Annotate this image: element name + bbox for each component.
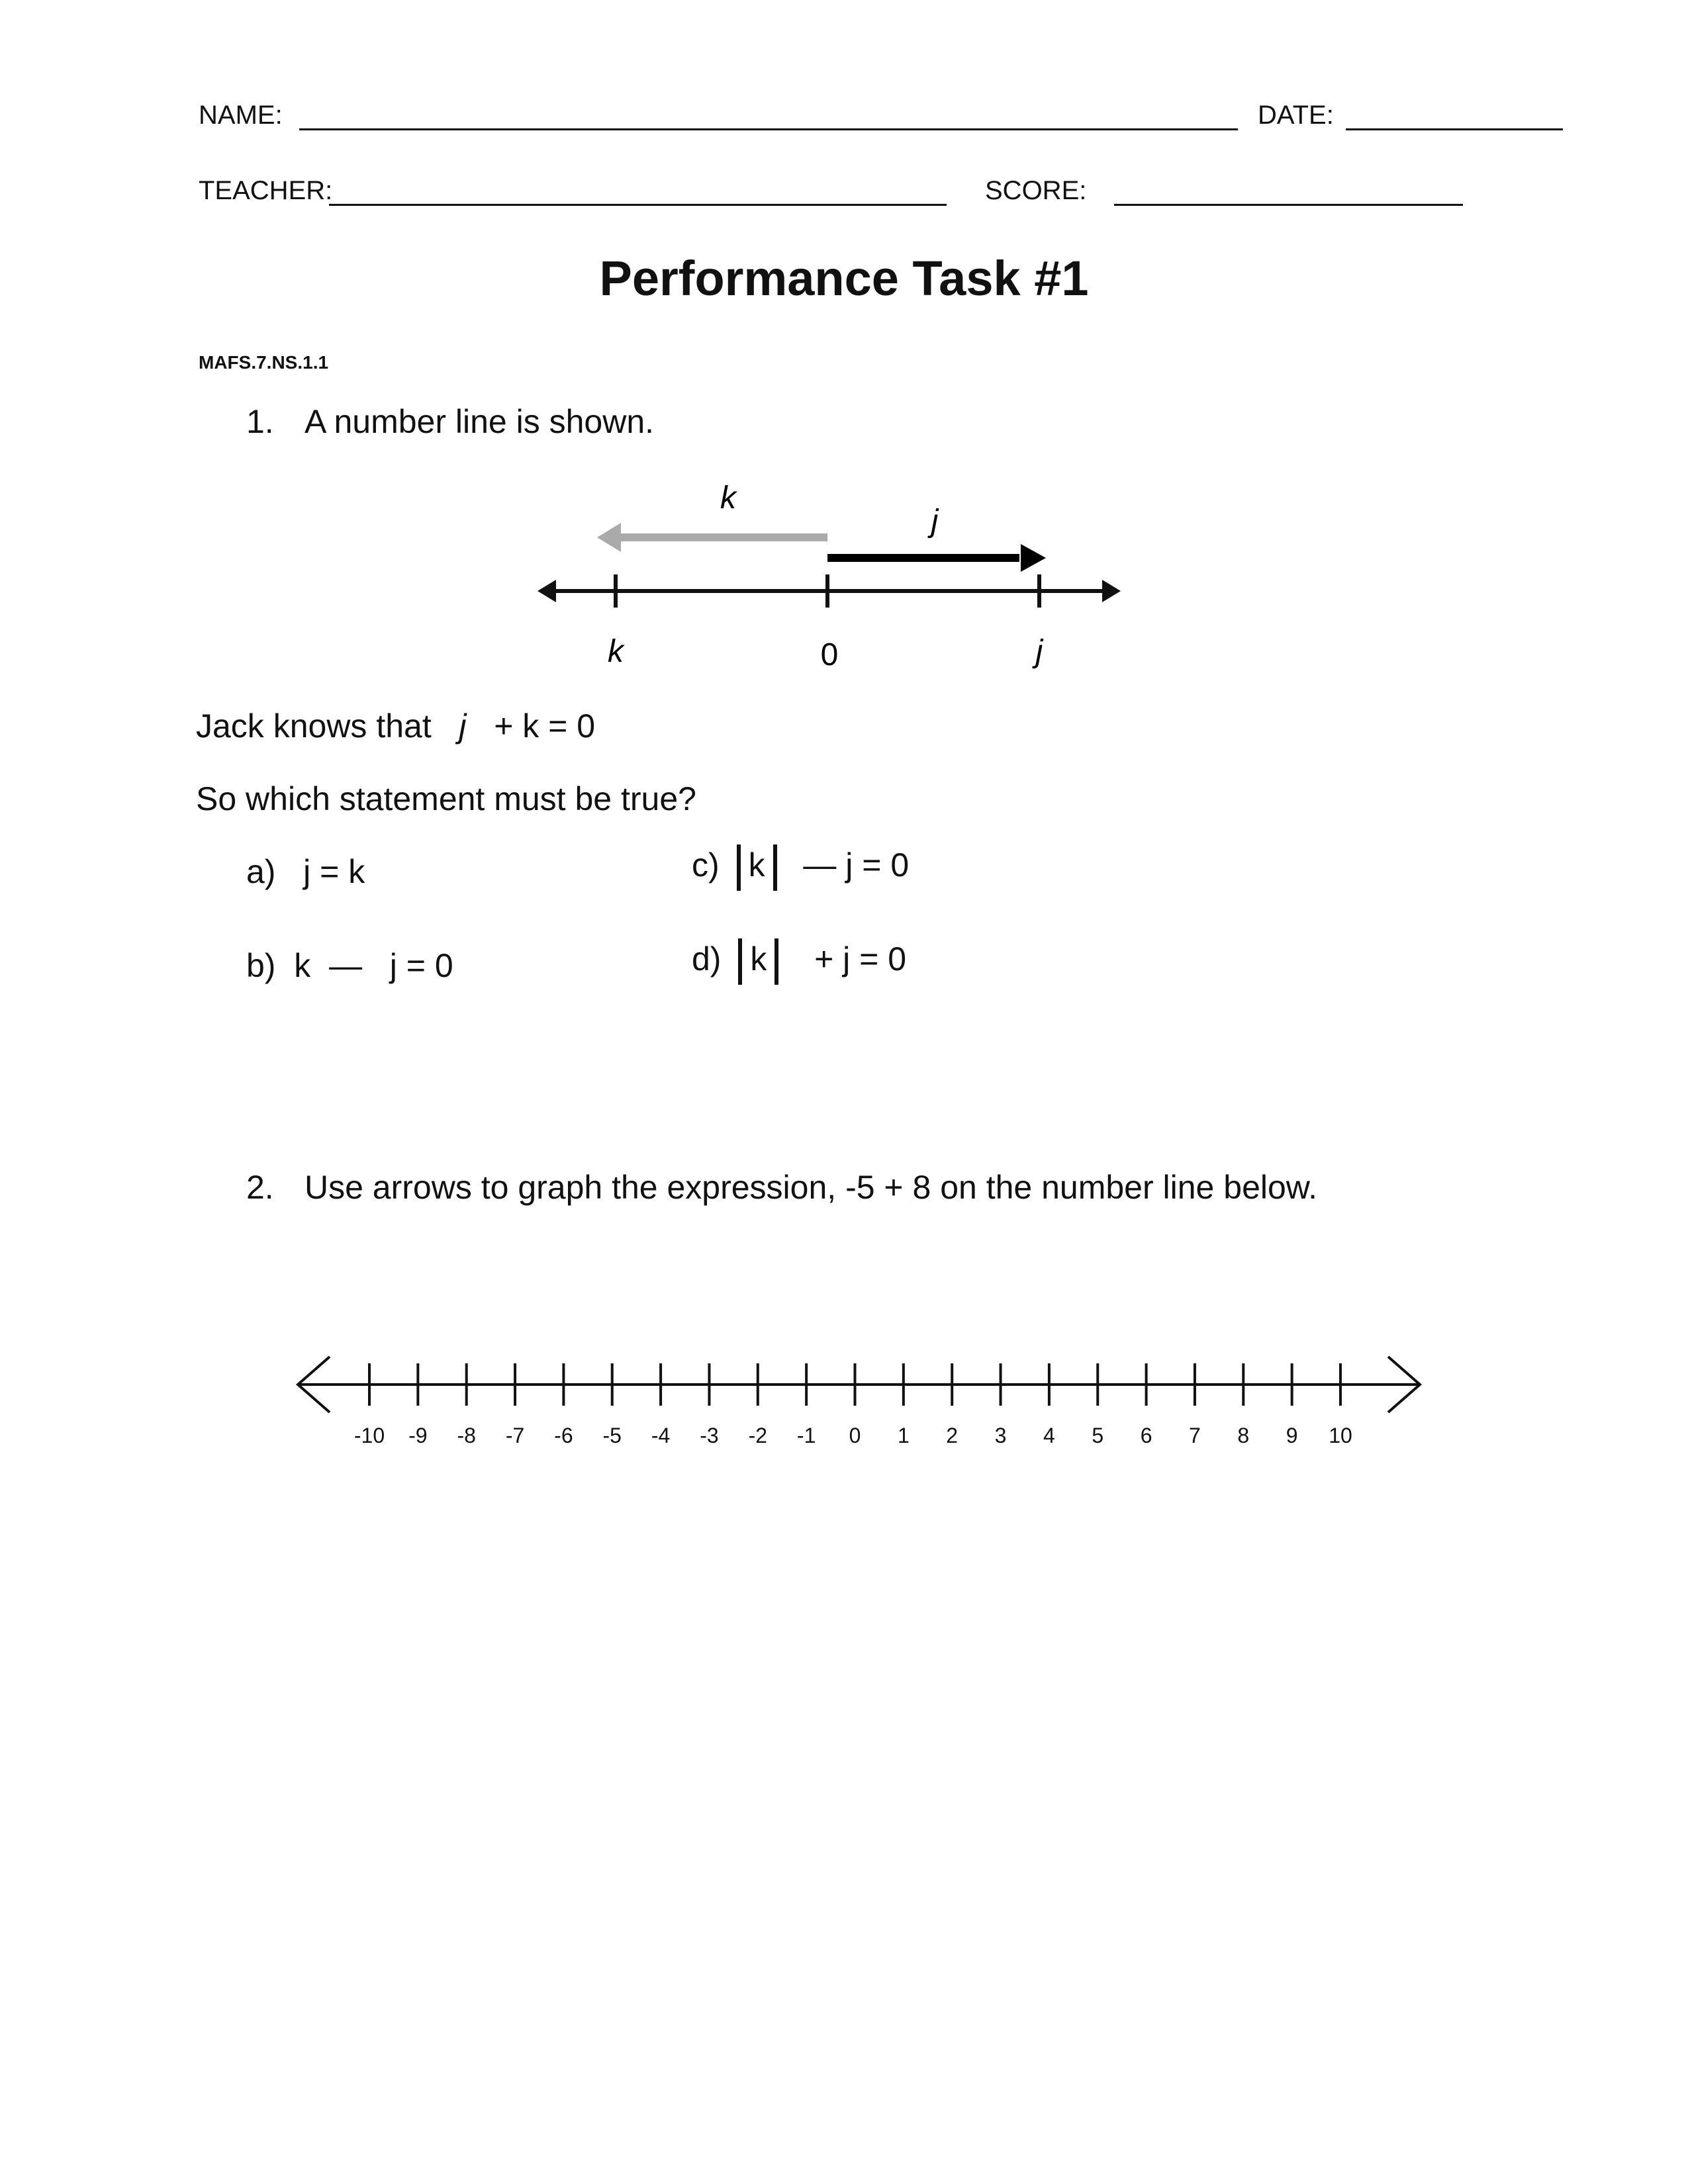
- option-d[interactable]: [692, 938, 906, 985]
- q1-number-line-diagram: [516, 463, 1145, 688]
- option-c-rest: — j = 0: [803, 846, 910, 884]
- q2-prompt: Use arrows to graph the expression, -5 + 8 on the number line below.: [305, 1169, 1318, 1206]
- tick-label-k: k: [608, 634, 624, 669]
- nl-tick-label: 1: [897, 1424, 910, 1447]
- option-b-label: b): [246, 947, 276, 984]
- option-d-label: d): [692, 940, 722, 978]
- k-arrow-head: [597, 523, 621, 552]
- option-b[interactable]: [246, 946, 453, 985]
- given-rest: + k = 0: [494, 707, 596, 745]
- abs-bar-right: [774, 938, 778, 985]
- option-d-k: k: [750, 940, 767, 978]
- left-arrowhead: [538, 580, 556, 602]
- score-label: SCORE:: [985, 176, 1087, 205]
- option-b-minus: —: [329, 947, 363, 984]
- date-field[interactable]: [1346, 128, 1563, 130]
- k-arrow-label: k: [720, 480, 736, 516]
- nl-tick-label: 8: [1237, 1424, 1250, 1447]
- nl-tick-label: 0: [849, 1424, 861, 1447]
- tick-label-0: 0: [820, 637, 839, 672]
- option-d-rest: + j = 0: [814, 940, 907, 978]
- nl-tick-label: 7: [1189, 1424, 1201, 1447]
- date-label: DATE:: [1258, 101, 1334, 130]
- option-a[interactable]: [246, 852, 365, 891]
- right-arrowhead: [1102, 580, 1121, 602]
- nl-tick-label: 5: [1092, 1424, 1104, 1447]
- j-arrow-label: j: [931, 504, 939, 539]
- nl-tick-label: 4: [1043, 1424, 1055, 1447]
- abs-bar-left: [738, 938, 742, 985]
- q1-question: So which statement must be true?: [196, 780, 696, 817]
- nl-tick-label: 9: [1286, 1424, 1298, 1447]
- score-field[interactable]: [1114, 204, 1463, 206]
- given-j: j: [459, 707, 467, 745]
- abs-bar-right: [773, 844, 777, 891]
- nl-tick-label: 10: [1329, 1424, 1352, 1447]
- q2-number: 2.: [246, 1169, 274, 1206]
- teacher-label: TEACHER:: [199, 176, 333, 205]
- nl-tick-label: -2: [748, 1424, 768, 1447]
- q1-number: 1.: [246, 403, 274, 440]
- given-prefix: Jack knows that: [196, 707, 432, 745]
- name-label: NAME:: [199, 101, 283, 130]
- q2-number-line[interactable]: [285, 1350, 1436, 1469]
- option-b-rest: j = 0: [389, 947, 453, 984]
- nl-tick-label: -7: [505, 1424, 525, 1447]
- option-b-k: k: [294, 947, 311, 984]
- nl-tick-label: -9: [408, 1424, 428, 1447]
- nl-tick-label: 3: [994, 1424, 1007, 1447]
- q1-prompt: A number line is shown.: [305, 403, 655, 440]
- option-c[interactable]: [692, 844, 909, 891]
- teacher-field[interactable]: [329, 204, 947, 206]
- tick-label-j: j: [1035, 634, 1043, 669]
- standard-code: MAFS.7.NS.1.1: [199, 352, 329, 373]
- nl-tick-label: -5: [602, 1424, 622, 1447]
- name-field[interactable]: [299, 128, 1238, 130]
- option-c-k: k: [748, 846, 765, 884]
- j-arrow-head: [1021, 544, 1046, 572]
- nl-tick-label: -8: [457, 1424, 476, 1447]
- option-a-text: j = k: [303, 853, 365, 890]
- nl-tick-label: -10: [353, 1424, 385, 1447]
- abs-bar-left: [737, 844, 741, 891]
- nl-tick-label: -4: [651, 1424, 671, 1447]
- nl-tick-label: -1: [796, 1424, 816, 1447]
- nl-tick-label: -3: [700, 1424, 719, 1447]
- nl-tick-label: 6: [1140, 1424, 1152, 1447]
- page-title: Performance Task #1: [599, 251, 1089, 306]
- nl-tick-label: 2: [946, 1424, 959, 1447]
- nl-tick-label: -6: [554, 1424, 573, 1447]
- option-a-label: a): [246, 853, 276, 890]
- option-c-label: c): [692, 846, 720, 884]
- q1-given: [196, 707, 595, 745]
